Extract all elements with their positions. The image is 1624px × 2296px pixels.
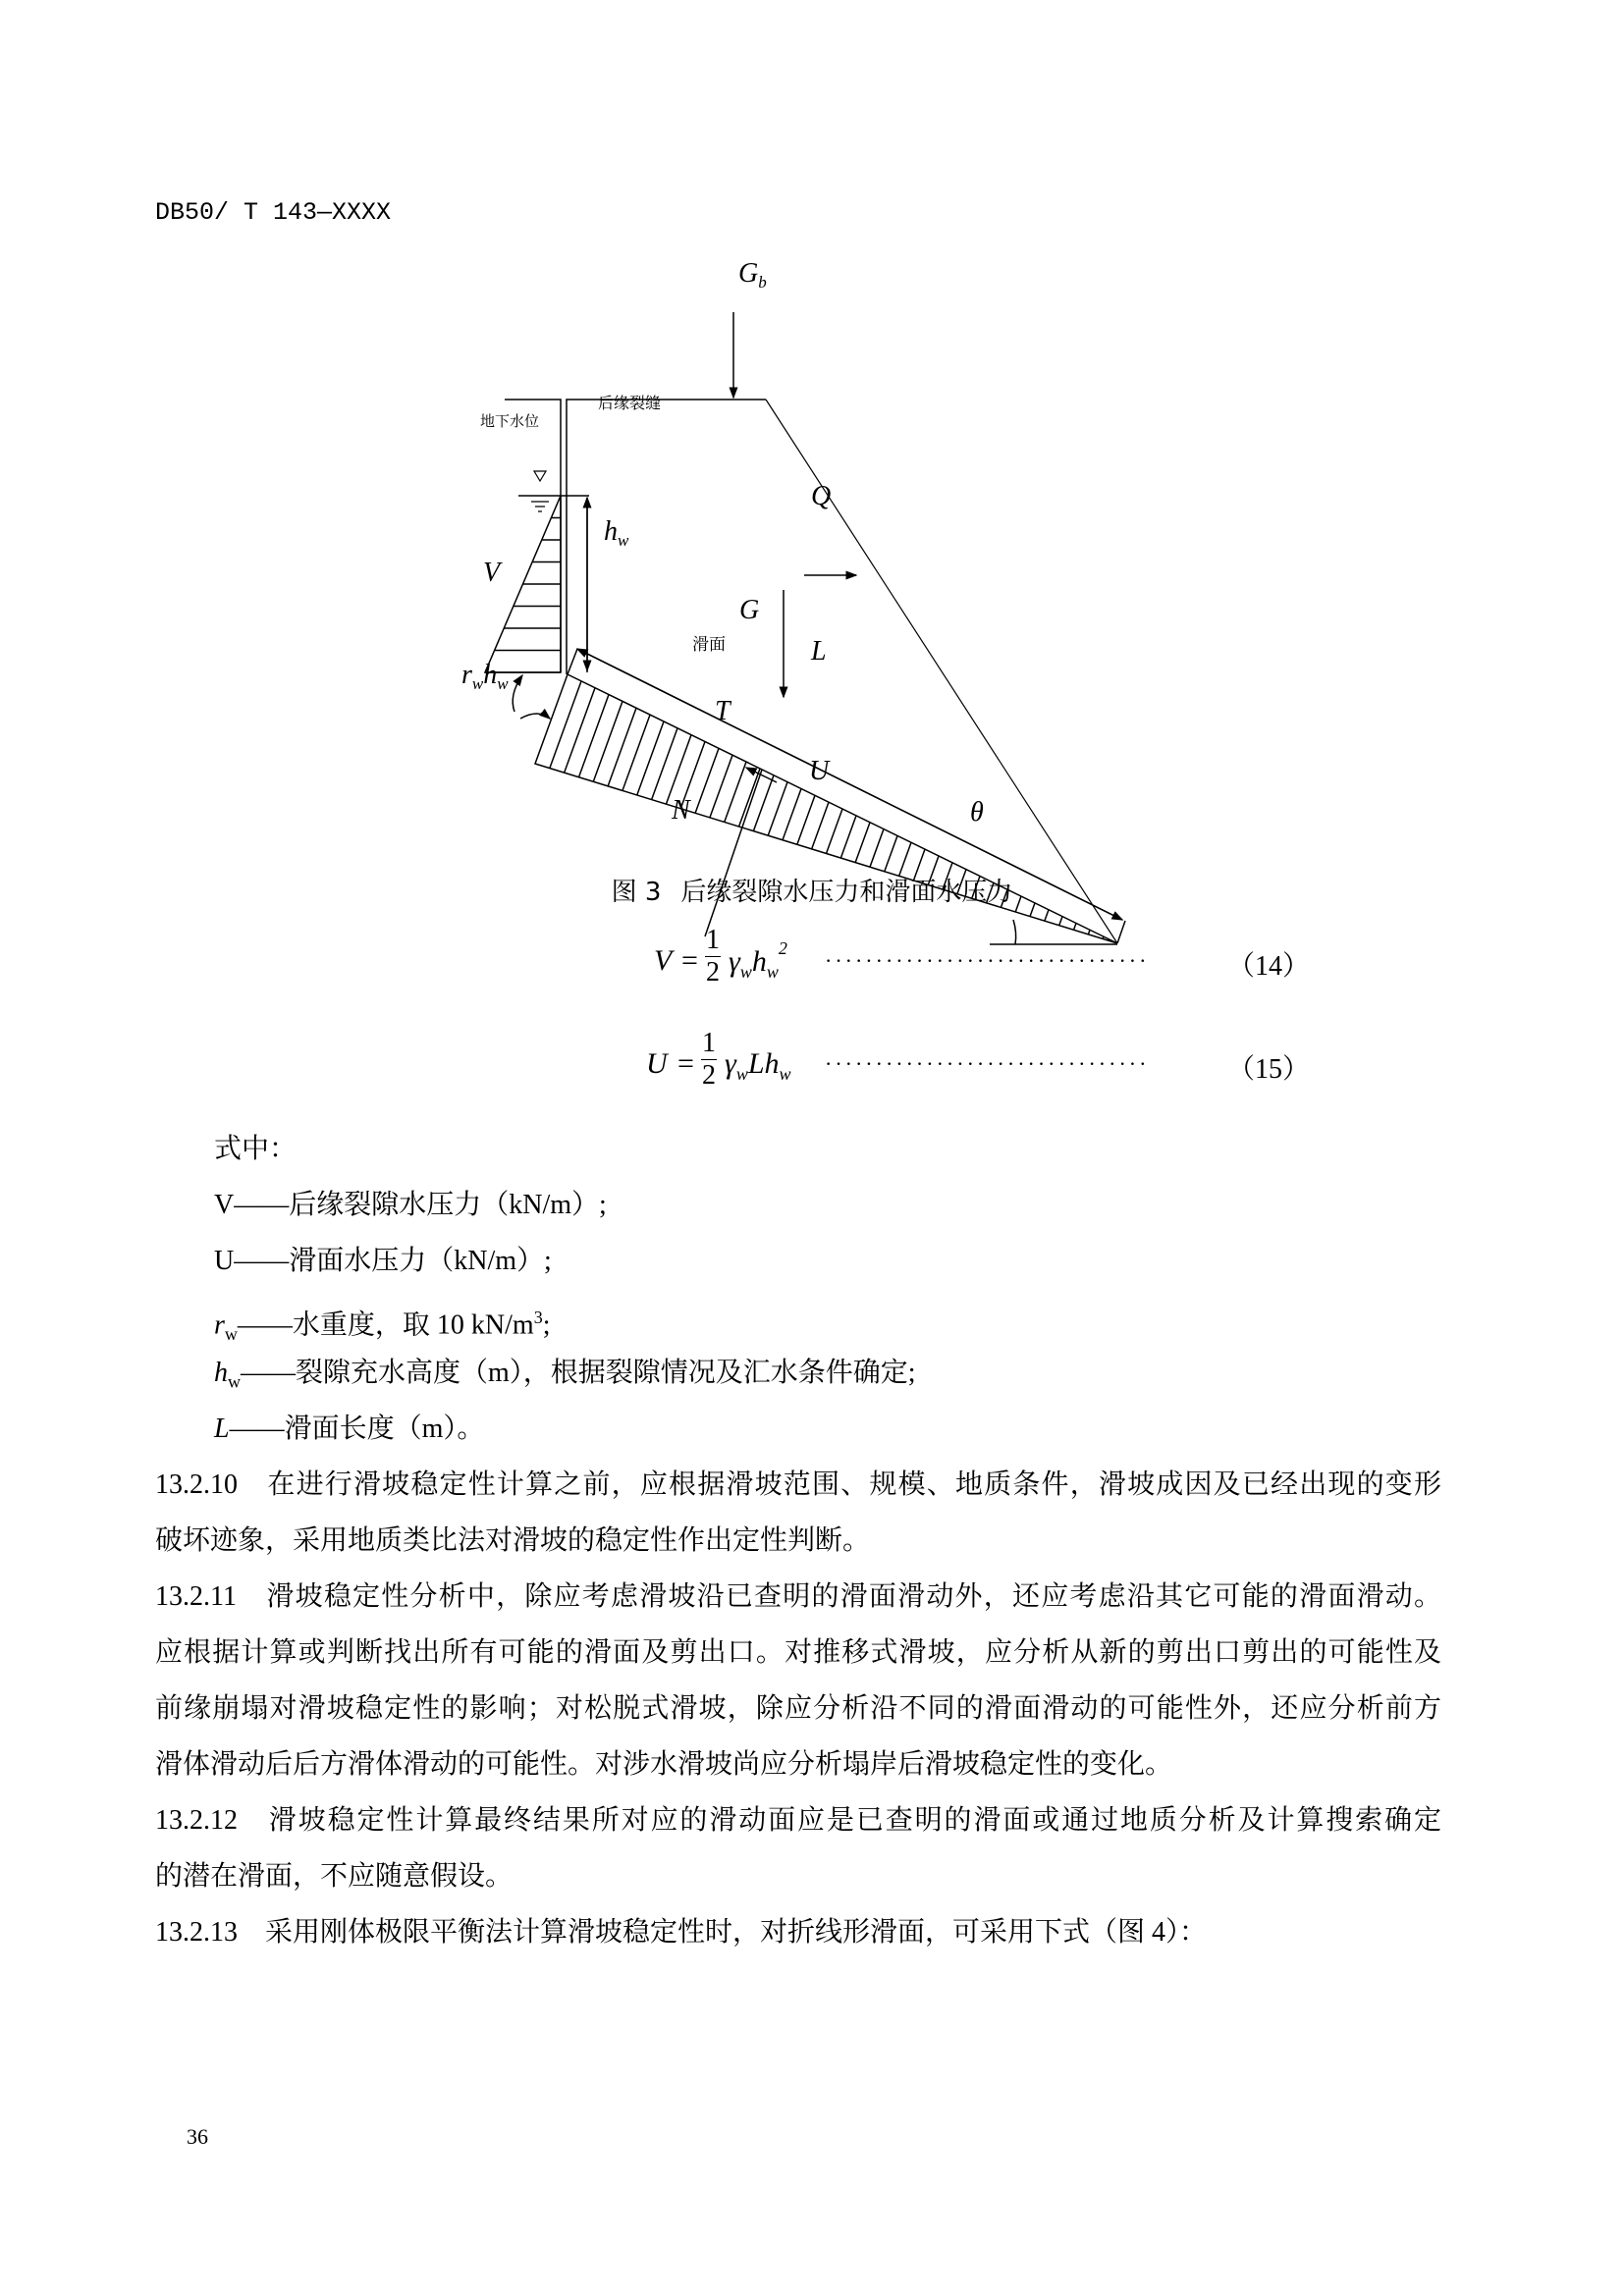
where-item-u: U——滑面水压力（kN/m）; <box>214 1246 552 1276</box>
eq-fraction: 1 2 <box>702 1028 716 1091</box>
hatch-line <box>885 835 897 871</box>
document-code-header: DB50/ T 143—XXXX <box>155 198 392 227</box>
hatch-line <box>608 708 636 786</box>
hatch-line <box>783 788 801 839</box>
clause-13-2-11-line: 滑体滑动后后方滑体滑动的可能性。对涉水滑坡尚应分析塌岸后滑坡稳定性的变化。 <box>155 1749 1173 1780</box>
eq-lhs: U <box>646 1047 668 1080</box>
l-extension-left <box>568 649 577 674</box>
eq-number: （15） <box>1227 1054 1311 1085</box>
eq-leader-dots: ································ <box>825 1051 1150 1076</box>
eq-rhs: $\gamma_wh_w^2$ <box>729 938 787 982</box>
clause-13-2-11-line: 前缘崩塌对滑坡稳定性的影响；对松脱式滑坡，除应分析沿不同的滑面滑动的可能性外，还应分析前方 <box>155 1693 1441 1724</box>
label-crack: 后缘裂缝 <box>598 394 662 412</box>
where-item-l: L——滑面长度（m）。 <box>214 1414 485 1444</box>
hatch-line <box>666 735 691 805</box>
clause-13-2-11-line: 13.2.11 滑坡稳定性分析中，除应考虑滑坡沿已查明的滑面滑动外，还应考虑沿其它可能的滑面滑动。 <box>155 1581 1441 1612</box>
hatch-line <box>593 701 623 781</box>
eq-leader-dots: ································ <box>825 948 1150 973</box>
label-q: Q <box>811 481 832 511</box>
rwhw-pointer-arrow <box>520 714 550 719</box>
figure-caption <box>0 872 1624 908</box>
hatch-line <box>550 681 581 769</box>
clause-13-2-10-line: 13.2.10 在进行滑坡稳定性计算之前，应根据滑坡范围、规模、地质条件，滑坡成因及已经出现的变形 <box>155 1469 1441 1500</box>
hatch-line <box>637 721 664 795</box>
groundwater-symbol-icon <box>531 471 549 511</box>
eq-rhs: $\gamma_wLh_w$ <box>725 1047 791 1084</box>
eq-number: （14） <box>1227 951 1311 982</box>
eq-fraction: 1 2 <box>706 925 720 988</box>
figure-landslide-water-pressure <box>0 0 1624 982</box>
hatch-line <box>565 688 595 773</box>
n-line <box>705 770 762 936</box>
page-number: 36 <box>187 2124 208 2149</box>
hatch-line <box>739 769 760 827</box>
eq-lhs: V <box>654 944 673 977</box>
clause-13-2-12-line: 的潜在滑面，不应随意假设。 <box>155 1861 514 1892</box>
hatch-line <box>623 715 650 790</box>
hatch-line <box>1045 910 1049 921</box>
clause-13-2-10-line: 破坏迹象，采用地质类比法对滑坡的稳定性作出定性判断。 <box>155 1525 871 1556</box>
label-u: U <box>809 756 830 786</box>
label-l: L <box>811 636 827 667</box>
label-groundwater: 地下水位 <box>480 412 540 430</box>
hatch-line <box>870 829 884 868</box>
label-t: T <box>715 696 731 726</box>
crack-pressure-hatch <box>485 518 561 673</box>
label-theta: θ <box>970 797 984 828</box>
hatch-line <box>652 728 677 800</box>
hatch-line <box>855 823 870 863</box>
label-gb: $G_b$ <box>738 258 767 292</box>
hatch-line <box>812 802 829 849</box>
caption-text: 后缘裂隙水压力和滑面水压力 <box>680 878 1013 907</box>
ground-surface-left <box>505 400 561 672</box>
v-pointer-arrow <box>513 675 522 712</box>
clause-13-2-12-line: 13.2.12 滑坡稳定性计算最终结果所对应的滑动面应是已查明的滑面或通过地质分析及计算搜索确定 <box>155 1805 1441 1836</box>
clause-13-2-13-line: 13.2.13 采用刚体极限平衡法计算滑坡稳定性时，对折线形滑面，可采用下式（图 4）： <box>155 1917 1208 1948</box>
where-item-rw: $r_w——$水重度，取 10 $kN/m^3$; <box>214 1308 551 1344</box>
hatch-line <box>725 762 746 822</box>
where-intro: 式中： <box>214 1134 298 1164</box>
clause-13-2-11-line: 应根据计算或判断找出所有可能的滑面及剪出口。对推移式滑坡，应分析从新的剪出口剪出的可能性及 <box>155 1637 1441 1668</box>
label-rwhw: $r_wh_w$ <box>461 660 509 693</box>
hatch-line <box>827 809 843 854</box>
label-hw: $h_w$ <box>604 516 629 550</box>
label-n: N <box>672 795 690 826</box>
label-v: V <box>483 558 501 588</box>
hatch-line <box>768 782 787 836</box>
hatch-line <box>797 795 815 844</box>
equation-14: V = 1 2 $\gamma_wh_w^2$ ································ （14） <box>654 925 1311 988</box>
label-slip-surface: 滑面 <box>692 635 726 655</box>
hatch-line <box>840 816 856 858</box>
hatch-line <box>578 695 609 777</box>
equation-15: U = 1 2 $\gamma_wLh_w$ ································ （15） <box>646 1028 1311 1091</box>
where-item-hw: $h_w——$裂隙充水高度（m），根据裂隙情况及汇水条件确定; <box>214 1358 916 1392</box>
where-item-v: V——后缘裂隙水压力（kN/m）; <box>214 1190 607 1220</box>
caption-number: 图 3 <box>611 878 662 907</box>
label-g: G <box>739 595 760 625</box>
ground-surface-right <box>567 400 766 674</box>
